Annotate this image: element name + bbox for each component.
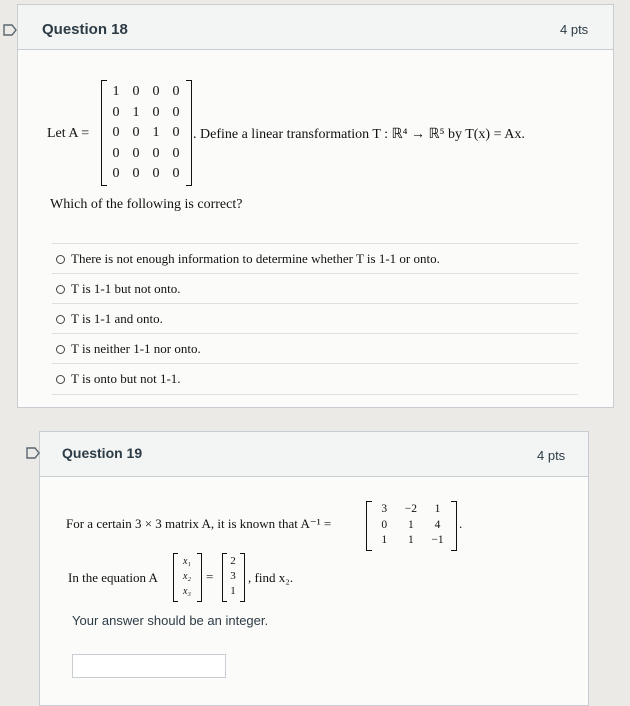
matrix-cell: 0 [112,104,120,120]
matrix-cell: 1 [434,503,441,515]
question-18-title: Question 18 [42,21,128,38]
matrix-cell: −1 [431,534,444,546]
radio-1-1-not-onto[interactable] [56,285,65,294]
matrix-cell: 4 [434,518,441,531]
matrix-cell: 0 [152,84,160,99]
option-label: T is 1-1 and onto. [71,311,163,326]
x-vector [177,554,197,599]
flag-question-18-icon[interactable] [3,24,17,36]
answer-instruction: Your answer should be an integer. [72,613,269,628]
option-neither[interactable] [52,333,578,364]
matrix-cell: 0 [381,518,388,531]
radio-onto-not-1-1[interactable] [56,375,65,384]
matrix-cell: x₁ [183,556,191,567]
option-label: T is 1-1 but not onto. [71,281,181,296]
x-vector-right-bracket [197,553,202,602]
matrix-cell: 3 [230,570,236,582]
matrix-cell: 0 [172,125,180,140]
question-19-statement: For a certain 3 × 3 matrix A, it is known that A⁻¹ = [66,516,332,531]
equation-prefix: In the equation A [68,570,158,585]
matrix-cell: 0 [132,125,140,140]
find-x2-text: , find x₂. [248,570,293,585]
matrix-cell: 3 [381,503,388,515]
matrix-cell: 0 [152,145,160,161]
option-onto-not-1-1[interactable] [52,363,578,395]
matrix-cell: 0 [112,125,120,140]
matrix-cell: 1 [381,534,388,546]
matrix-cell: x₂ [183,571,191,582]
question-18-points: 4 pts [560,22,589,37]
matrix-a [106,82,186,185]
matrix-cell: 0 [112,145,120,161]
option-1-1-and-onto[interactable] [52,303,578,334]
matrix-cell: 0 [132,166,140,181]
matrix-cell: 2 [230,555,236,567]
answer-input[interactable] [72,654,226,678]
matrix-cell: 0 [172,145,180,161]
matrix-a-right-bracket [186,80,192,186]
b-vector [226,554,240,599]
radio-1-1-and-onto[interactable] [56,315,65,324]
matrix-cell: 0 [172,166,180,181]
option-label: T is neither 1-1 nor onto. [71,341,201,356]
option-not-enough-info[interactable] [52,243,578,274]
matrix-cell: −2 [404,503,418,515]
matrix-cell: 0 [152,166,160,181]
inverse-matrix [371,502,451,549]
matrix-cell: 1 [112,84,120,99]
matrix-cell: 1 [408,518,414,531]
period: . [459,516,463,531]
option-1-1-not-onto[interactable] [52,273,578,304]
matrix-cell: 0 [172,104,180,120]
matrix-cell: 0 [132,145,140,161]
radio-neither[interactable] [56,345,65,354]
matrix-cell: x₃ [183,586,191,597]
let-a-label: Let A = [47,126,90,141]
matrix-cell: 1 [230,585,236,597]
matrix-cell: 1 [132,104,140,120]
b-vector-right-bracket [240,553,245,602]
matrix-cell: 0 [152,104,160,120]
matrix-cell: 1 [152,125,160,140]
radio-not-enough-info[interactable] [56,255,65,264]
flag-question-19-icon[interactable] [26,447,40,459]
matrix-cell: 0 [132,84,140,99]
matrix-cell: 0 [112,166,120,181]
question-19-points: 4 pts [537,448,566,463]
define-transformation-text: . Define a linear transformation T : ℝ⁴ → ℝ⁵ by T(x) = Ax. [193,127,525,142]
question-18-prompt: Which of the following is correct? [50,197,243,212]
matrix-cell: 1 [408,534,414,546]
equals-sign: = [206,569,214,584]
option-label: T is onto but not 1-1. [71,371,181,386]
option-label: There is not enough information to determine whether T is 1-1 or onto. [71,251,440,266]
question-19-title: Question 19 [62,445,143,461]
inverse-right-bracket [451,501,457,551]
matrix-cell: 0 [172,84,180,99]
